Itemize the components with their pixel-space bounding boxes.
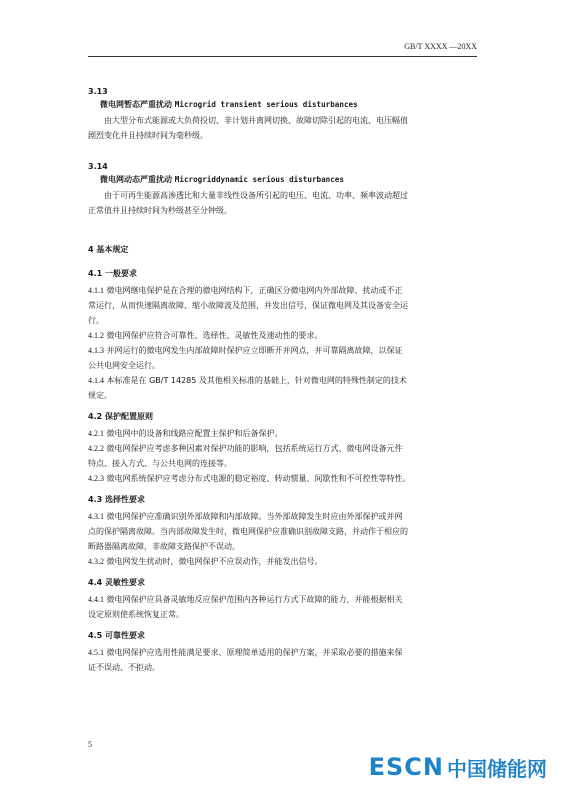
term-number: 3.13 bbox=[88, 87, 108, 96]
paragraph-line bbox=[88, 645, 480, 660]
paragraph-line: 公共电网安全运行。 bbox=[88, 361, 160, 370]
page-number: 5 bbox=[88, 740, 92, 749]
subsection-4-3 bbox=[88, 494, 480, 569]
term-heading bbox=[100, 99, 480, 110]
paragraph-4-1-4 bbox=[88, 373, 480, 403]
paragraph-4-2-3 bbox=[88, 471, 480, 486]
paragraph-line bbox=[88, 343, 480, 358]
header-rule bbox=[88, 56, 477, 57]
term-number: 3.14 bbox=[88, 162, 108, 171]
clause-label: 4.4.1 bbox=[88, 595, 104, 604]
term-definition-line: 由于可再生能源高渗透比和大量非线性设备所引起的电压、电流、功率、频率波动超过 bbox=[104, 191, 408, 200]
paragraph-line bbox=[88, 592, 480, 607]
paragraph-4-3-1 bbox=[88, 509, 480, 554]
paragraph-text: 微电网保护应选用性能满足要求、原理简单适用的保护方案，并采取必要的措施来保 bbox=[106, 648, 403, 657]
term-name-en: Microgrid transient serious disturbances bbox=[174, 100, 358, 109]
subsection-title: 4.1 一般要求 bbox=[88, 269, 137, 278]
clause-label: 4.3.2 bbox=[88, 557, 104, 566]
paragraph-text: 微电网中的设备和线路应配置主保护和后备保护。 bbox=[106, 429, 283, 438]
paragraph-4-3-2 bbox=[88, 554, 480, 569]
paragraph-line bbox=[88, 283, 480, 298]
paragraph-text: 微电网系统保护应考虑分布式电源的稳定裕度、转动惯量、间歇性和不可控性等特性。 bbox=[106, 474, 411, 483]
paragraph-text: 本标准是在 GB/T 14285 及其他相关标准的基础上，针对微电网的特殊性制定的技术 bbox=[106, 376, 407, 385]
paragraph-line: 行。 bbox=[88, 316, 104, 325]
paragraph-line bbox=[88, 441, 480, 456]
page-content bbox=[88, 87, 480, 675]
paragraph-line: 特点、接入方式、与公共电网的连接等。 bbox=[88, 459, 232, 468]
paragraph-line: 常运行，从而快速隔离故障、缩小故障波及范围，并发出信号，保证微电网及其设备安全运 bbox=[88, 301, 408, 310]
paragraph-text: 微电网保护应考虑多种因素对保护功能的影响，包括系统运行方式、微电网设备元件 bbox=[106, 444, 403, 453]
term-3-14 bbox=[88, 162, 480, 218]
clause-label: 4.2.1 bbox=[88, 429, 104, 438]
subsection-title: 4.5 可靠性要求 bbox=[88, 631, 145, 640]
paragraph-text: 微电网保护应准确识别外部故障和内部故障。当外部故障发生时应由外部保护或并网 bbox=[106, 512, 403, 521]
paragraph-text: 微电网保护应符合可靠性、选择性、灵敏性及速动性的要求。 bbox=[106, 331, 323, 340]
clause-label: 4.1.3 bbox=[88, 346, 104, 355]
clause-label: 4.5.1 bbox=[88, 648, 104, 657]
paragraph-4-2-2 bbox=[88, 441, 480, 471]
paragraph-line bbox=[88, 426, 480, 441]
term-name-en: Microgriddynamic serious disturbances bbox=[174, 175, 344, 184]
clause-label: 4.2.2 bbox=[88, 444, 104, 453]
standard-code: GB/T XXXX —20XX bbox=[404, 42, 477, 51]
subsection-4-4 bbox=[88, 577, 480, 622]
watermark-latin: ESCN bbox=[368, 753, 444, 781]
paragraph-line: 断路器隔离故障，非故障支路保护不误动。 bbox=[88, 542, 240, 551]
paragraph-line: 证不误动、不拒动。 bbox=[88, 663, 160, 672]
paragraph-4-1-3 bbox=[88, 343, 480, 373]
paragraph-text: 微电网发生扰动时，微电网保护不应误动作，并能发出信号。 bbox=[106, 557, 323, 566]
subsection-4-1 bbox=[88, 268, 480, 403]
paragraph-4-4-1 bbox=[88, 592, 480, 622]
paragraph-text: 微电网继电保护是在合理的微电网结构下，正确区分微电网内外部故障、扰动或不正 bbox=[106, 286, 403, 295]
paragraph-line: 设定原则使系统恢复正常。 bbox=[88, 610, 184, 619]
term-name-cn: 微电网动态严重扰动 bbox=[100, 175, 172, 184]
clause-label: 4.3.1 bbox=[88, 512, 104, 521]
term-3-13 bbox=[88, 87, 480, 143]
term-definition-line: 剧烈变化并且持续时间为毫秒级。 bbox=[88, 131, 208, 140]
term-name-cn: 微电网暂态严重扰动 bbox=[100, 100, 172, 109]
section-title: 4 基本规定 bbox=[88, 245, 129, 254]
escn-watermark-logo bbox=[369, 754, 547, 780]
paragraph-line bbox=[88, 373, 480, 388]
subsection-4-2 bbox=[88, 411, 480, 486]
paragraph-line bbox=[88, 328, 480, 343]
paragraph-4-1-2 bbox=[88, 328, 480, 343]
subsection-title: 4.2 保护配置原则 bbox=[88, 412, 153, 421]
subsection-4-5 bbox=[88, 630, 480, 675]
paragraph-4-1-1 bbox=[88, 283, 480, 328]
clause-label: 4.1.1 bbox=[88, 286, 104, 295]
watermark-cjk: 中国储能网 bbox=[447, 756, 547, 781]
paragraph-text: 并网运行的微电网发生内部故障时保护应立即断开并网点，并可靠隔离故障，以保证 bbox=[106, 346, 403, 355]
clause-label: 4.1.2 bbox=[88, 331, 104, 340]
clause-label: 4.1.4 bbox=[88, 376, 104, 385]
subsection-title: 4.3 选择性要求 bbox=[88, 495, 145, 504]
paragraph-text: 微电网保护应具备灵敏地反应保护范围内各种运行方式下故障的能力，并能根据相关 bbox=[106, 595, 403, 604]
subsection-title: 4.4 灵敏性要求 bbox=[88, 578, 145, 587]
paragraph-4-5-1 bbox=[88, 645, 480, 675]
paragraph-4-2-1 bbox=[88, 426, 480, 441]
paragraph-line bbox=[88, 554, 480, 569]
clause-label: 4.2.3 bbox=[88, 474, 104, 483]
section-4 bbox=[88, 244, 480, 675]
paragraph-line bbox=[88, 471, 480, 486]
term-definition-line: 正常值并且持续时间为秒级甚至分钟级。 bbox=[88, 206, 232, 215]
term-definition-line: 由大型分布式能源或大负荷投切、非计划并离网切换、故障切除引起的电流、电压幅值 bbox=[104, 116, 408, 125]
paragraph-line: 点的保护隔离故障。当内部故障发生时，微电网保护应准确识别故障支路，并动作于相应的 bbox=[88, 527, 408, 536]
paragraph-line bbox=[88, 509, 480, 524]
paragraph-line: 规定。 bbox=[88, 391, 112, 400]
term-heading bbox=[100, 174, 480, 185]
